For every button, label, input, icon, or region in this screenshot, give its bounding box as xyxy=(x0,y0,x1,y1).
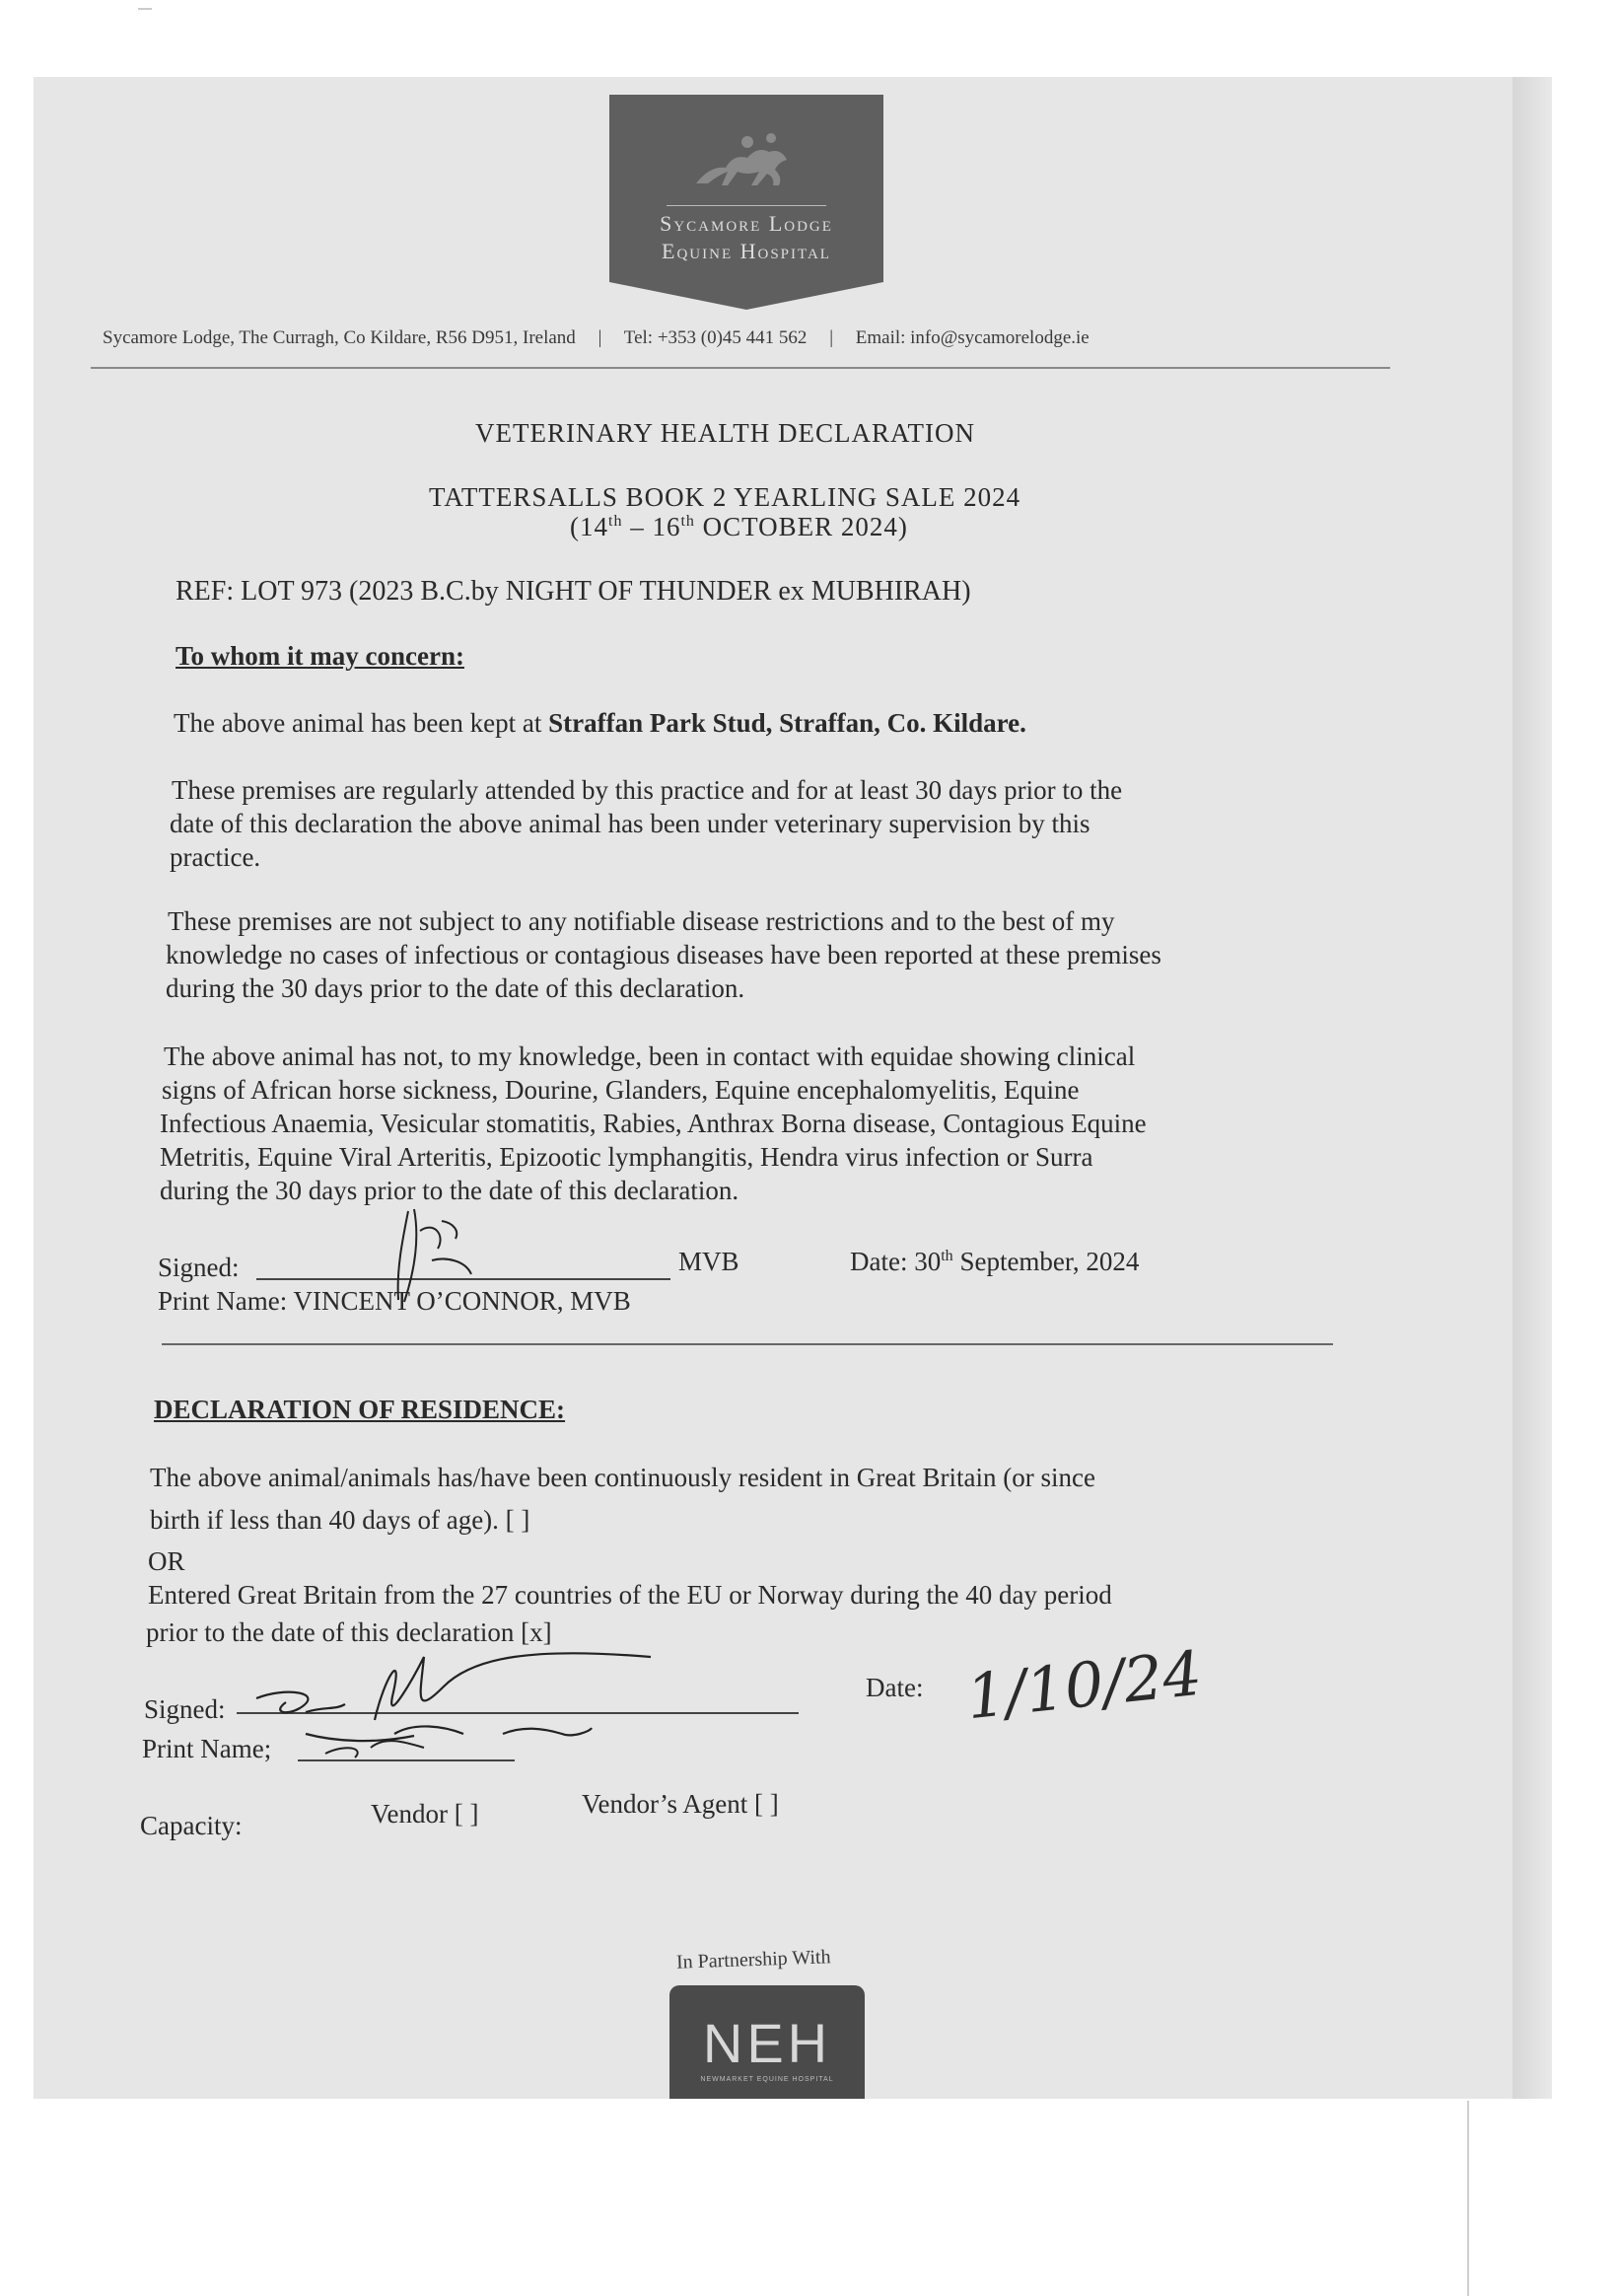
logo-rule xyxy=(667,205,826,206)
diseases-line-4: Metritis, Equine Viral Arteritis, Epizootic lymphangitis, Hendra virus infection or Surra xyxy=(160,1142,1093,1172)
sale-dates: (14th – 16th OCTOBER 2024) xyxy=(570,512,908,541)
lot-reference: REF: LOT 973 (2023 B.C.by NIGHT OF THUNDER ex MUBHIRAH) xyxy=(176,576,971,607)
document-title: VETERINARY HEALTH DECLARATION xyxy=(475,418,975,448)
vendor-date-label: Date: xyxy=(866,1673,924,1702)
vendor-signed-label: Signed: xyxy=(144,1694,226,1724)
sale-name: TATTERSALLS BOOK 2 YEARLING SALE 2024 xyxy=(429,482,1021,512)
residence-line-1: The above animal/animals has/have been continuously resident in Great Britain (or since xyxy=(150,1463,1095,1492)
residence-heading: DECLARATION OF RESIDENCE: xyxy=(154,1395,566,1424)
separator: | xyxy=(829,327,833,348)
restrictions-line-1: These premises are not subject to any notifiable disease restrictions and to the best of my xyxy=(168,906,1115,936)
supervision-line-3: practice. xyxy=(170,842,261,872)
logo-line-2: Equine Hospital xyxy=(662,239,831,263)
restrictions-line-3: during the 30 days prior to the date of this declaration. xyxy=(166,973,745,1003)
partnership-caption: In Partnership With xyxy=(675,1946,831,1973)
vet-handwritten-signature xyxy=(375,1201,493,1310)
scan-fold-line xyxy=(1467,2101,1469,2296)
neh-logo-text: NEH xyxy=(702,2012,832,2074)
vet-signed-label: Signed: xyxy=(158,1253,240,1282)
vet-declaration-date: Date: 30th September, 2024 xyxy=(850,1247,1140,1276)
capacity-agent-option: Vendor’s Agent [ ] xyxy=(582,1789,779,1819)
section-divider xyxy=(162,1343,1333,1345)
header-divider xyxy=(91,367,1390,369)
separator: | xyxy=(598,327,602,348)
diseases-line-3: Infectious Anaemia, Vesicular stomatitis, Rabies, Anthrax Borna disease, Contagious Equine xyxy=(160,1109,1147,1138)
scan-shadow-edge xyxy=(1512,77,1552,2099)
residence-line-2: birth if less than 40 days of age). [ ] xyxy=(150,1505,530,1535)
sycamore-lodge-logo xyxy=(609,95,883,282)
vet-print-name: Print Name: VINCENT O’CONNOR, MVB xyxy=(158,1286,631,1316)
logo-line-1: Sycamore Lodge xyxy=(660,211,833,236)
stud-location: Straffan Park Stud, Straffan, Co. Kildare. xyxy=(548,708,1026,738)
kept-at-statement: The above animal has been kept at Straffan Park Stud, Straffan, Co. Kildare. xyxy=(174,708,1026,738)
capacity-vendor-option: Vendor [ ] xyxy=(371,1799,479,1829)
hospital-address: Sycamore Lodge, The Curragh, Co Kildare, R56 D951, Ireland xyxy=(103,327,576,348)
supervision-line-2: date of this declaration the above animal has been under veterinary supervision by this xyxy=(170,809,1090,838)
diseases-line-1: The above animal has not, to my knowledge, been in contact with equidae showing clinical xyxy=(164,1041,1136,1071)
vet-signature-suffix: MVB xyxy=(678,1247,739,1276)
hospital-contact-line xyxy=(103,327,1384,349)
salutation: To whom it may concern: xyxy=(176,641,464,671)
hospital-email: Email: info@sycamorelodge.ie xyxy=(855,327,1090,348)
residence-line-4: prior to the date of this declaration [x] xyxy=(146,1617,552,1647)
supervision-line-1: These premises are regularly attended by this practice and for at least 30 days prior to the xyxy=(172,775,1123,805)
restrictions-line-2: knowledge no cases of infectious or contagious diseases have been reported at these premises xyxy=(166,940,1161,969)
vendor-handwritten-date: 1/10/24 xyxy=(962,1636,1206,1734)
racing-horses-icon xyxy=(686,124,807,205)
residence-line-3: Entered Great Britain from the 27 countries of the EU or Norway during the 40 day period xyxy=(148,1580,1112,1610)
diseases-line-5: during the 30 days prior to the date of this declaration. xyxy=(160,1176,739,1205)
capacity-label: Capacity: xyxy=(140,1811,243,1840)
hospital-phone: Tel: +353 (0)45 441 562 xyxy=(623,327,808,348)
scan-mark xyxy=(138,8,152,10)
vendor-handwritten-signature xyxy=(217,1617,730,1765)
neh-logo xyxy=(669,1985,865,2099)
residence-or: OR xyxy=(148,1546,185,1576)
neh-logo-subtext: NEWMARKET EQUINE HOSPITAL xyxy=(700,2076,834,2083)
vendor-print-name-label: Print Name; xyxy=(142,1734,272,1763)
diseases-line-2: signs of African horse sickness, Dourine, Glanders, Equine encephalomyelitis, Equine xyxy=(162,1075,1080,1105)
